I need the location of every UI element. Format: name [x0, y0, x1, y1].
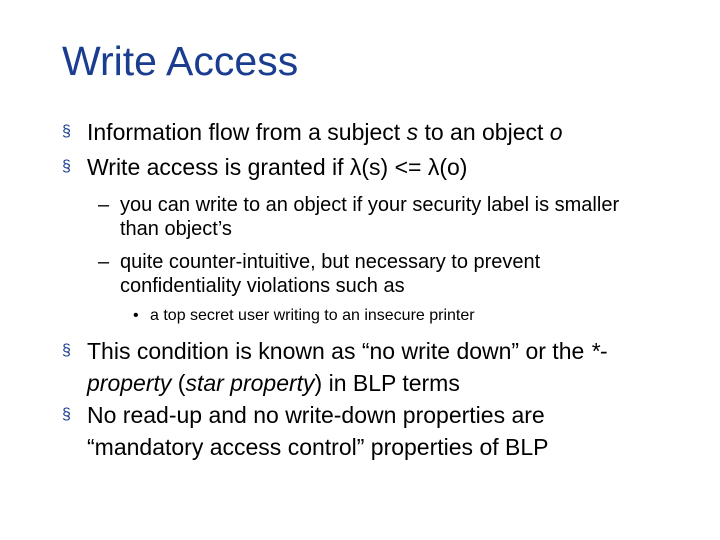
- bullet-marker: §: [62, 342, 71, 359]
- dash-marker: –: [98, 194, 110, 216]
- sub-bullet-item: [98, 250, 658, 298]
- text-run-italic: *-property: [87, 338, 608, 396]
- bullet-text: No read-up and no write-down properties are “mandatory access control” properties of BLP: [87, 402, 549, 460]
- bullet-marker: §: [62, 123, 71, 140]
- text-run-italic: s: [406, 119, 419, 145]
- text-run-italic: star property: [185, 370, 315, 396]
- text-run: ) in BLP terms: [314, 370, 460, 396]
- slide-title: Write Access: [62, 38, 299, 84]
- bullet-item: [62, 399, 662, 463]
- text-run: This condition is known as “no write down” or the: [87, 338, 591, 364]
- text-run: to an object: [418, 119, 550, 145]
- dot-marker: •: [133, 307, 139, 324]
- bullet-marker: §: [62, 406, 71, 423]
- bullet-item: [62, 151, 702, 183]
- bullet-text: [87, 116, 702, 148]
- bullet-marker: §: [62, 158, 71, 175]
- sub-sub-bullet-text: a top secret user writing to an insecure printer: [150, 307, 475, 324]
- text-run: (: [171, 370, 186, 396]
- sub-bullet-text: you can write to an object if your security label is smaller than object’s: [120, 194, 620, 240]
- sub-sub-bullet-item: [133, 305, 673, 327]
- dash-marker: –: [98, 251, 110, 273]
- bullet-item: [62, 116, 702, 148]
- bullet-text: Write access is granted if λ(s) <= λ(o): [87, 154, 468, 180]
- text-run-italic: o: [549, 119, 563, 145]
- bullet-text: [87, 335, 662, 399]
- sub-bullet-item: [98, 193, 658, 241]
- sub-bullet-text: quite counter-intuitive, but necessary to prevent confidentiality violations such as: [120, 251, 541, 297]
- bullet-item: [62, 335, 662, 399]
- text-run: Information flow from a subject: [87, 119, 407, 145]
